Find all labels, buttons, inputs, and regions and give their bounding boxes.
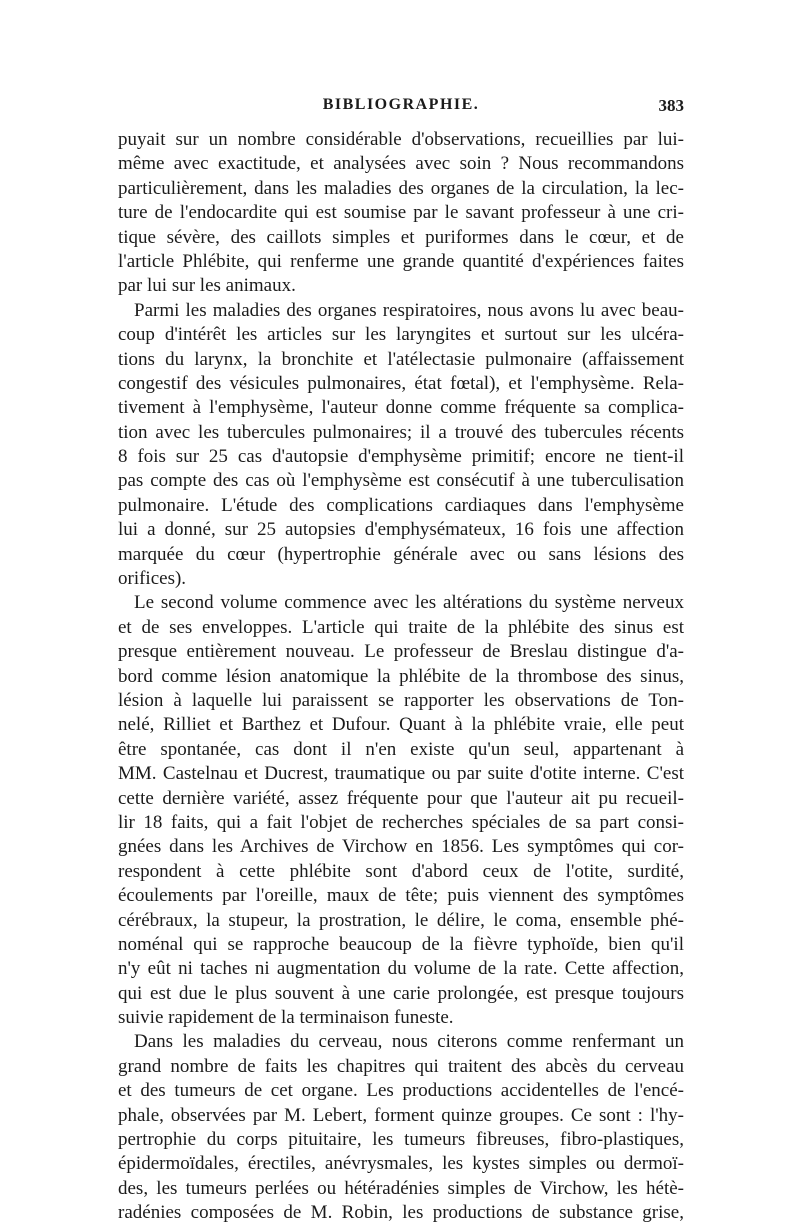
text-line: tivement à l'emphysème, l'auteur donne comme fréquente sa complica- [118,397,684,419]
text-line: cérébraux, la stupeur, la prostration, le délire, le coma, ensemble phé- [118,909,684,931]
text-line: lir 18 faits, qui a fait l'objet de recherches spéciales de sa part consi- [118,811,684,833]
text-line: nelé, Rilliet et Barthez et Dufour. Quant à la phlébite vraie, elle peut [118,714,684,736]
text-line: MM. Castelnau et Ducrest, traumatique ou par suite d'otite interne. C'est [118,763,684,785]
text-line: qui est due le plus souvent à une carie prolongée, est presque toujours [118,982,684,1004]
text-line: pertrophie du corps pituitaire, les tumeurs fibreuses, fibro-plastiques, [118,1129,684,1151]
page-number: 383 [658,96,684,115]
text-line: grand nombre de faits les chapitres qui traitent des abcès du cerveau [118,1055,684,1077]
text-line: radénies composées de M. Robin, les productions de substance grise, [118,1202,684,1224]
text-line: bord comme lésion anatomique la phlébite de la thrombose des sinus, [118,665,684,687]
text-line: Dans les maladies du cerveau, nous citerons comme renfermant un [134,1031,684,1053]
text-line: marquée du cœur (hypertrophie générale avec ou sans lésions des [118,543,684,565]
text-line: n'y eût ni taches ni augmentation du volume de la rate. Cette affection, [118,958,684,980]
text-line: respondent à cette phlébite sont d'abord ceux de l'otite, surdité, [118,860,684,882]
paragraph [118,299,684,592]
text-line: suivie rapidement de la terminaison funeste. [118,1007,454,1029]
text-line: puyait sur un nombre considérable d'observations, recueillies par lui- [118,129,684,150]
text-line: être spontanée, cas dont il n'en existe qu'un seul, appartenant à [118,738,684,760]
text-line: Le second volume commence avec les altérations du système nerveux [134,592,684,614]
paragraph [118,591,684,1030]
paragraph [118,1030,684,1225]
text-line: congestif des vésicules pulmonaires, état fœtal), et l'emphysème. Rela- [118,372,684,394]
text-line: pas compte des cas où l'emphysème est consécutif à une tuberculisation [118,470,684,492]
text-line: et de ses enveloppes. L'article qui traite de la phlébite des sinus est [118,616,684,638]
text-line: cette dernière variété, assez fréquente pour que l'auteur ait pu recueil- [118,787,684,809]
text-line: tique sévère, des caillots simples et puriformes dans le cœur, et de [118,226,684,248]
paragraph [118,128,684,299]
text-line: même avec exactitude, et analysées avec soin ? Nous recommandons [118,153,684,175]
text-line: épidermoïdales, érectiles, anévrysmales, les kystes simples ou dermoï- [118,1153,684,1175]
text-line: des, les tumeurs perlées ou hétéradénies simples de Virchow, les hétè- [118,1177,684,1199]
text-line: pulmonaire. L'étude des complications cardiaques dans l'emphysème [118,494,684,516]
text-line: 8 fois sur 25 cas d'autopsie d'emphysème primitif; encore ne tient-il [118,446,684,468]
text-line: tions du larynx, la bronchite et l'atélectasie pulmonaire (affaissement [118,348,684,370]
body-text [118,128,684,1226]
text-line: ture de l'endocardite qui est soumise par le savant professeur à une cri- [118,202,684,224]
text-line: coup d'intérêt les articles sur les laryngites et surtout sur les ulcéra- [118,324,684,346]
text-line: presque entièrement nouveau. Le professeur de Breslau distingue d'a- [118,641,684,663]
text-line: lui a donné, sur 25 autopsies d'emphysémateux, 16 fois une affection [118,519,684,541]
text-line: Parmi les maladies des organes respiratoires, nous avons lu avec beau- [134,299,684,321]
text-line: orifices). [118,568,187,590]
text-line: lésion à laquelle lui paraissent se rapporter les observations de Ton- [118,689,684,711]
text-line: l'article Phlébite, qui renferme une grande quantité d'expériences faites [118,250,684,272]
page-header [118,92,684,120]
text-line: tion avec les tubercules pulmonaires; il a trouvé des tubercules récents [118,421,684,443]
text-line: et des tumeurs de cet organe. Les productions accidentelles de l'encé- [118,1080,684,1102]
text-line: noménal qui se rapproche beaucoup de la fièvre typhoïde, bien qu'il [118,933,684,955]
text-line: gnées dans les Archives de Virchow en 1856. Les symptômes qui cor- [118,836,684,858]
text-line: particulièrement, dans les maladies des organes de la circulation, la lec- [118,177,684,199]
running-title: BIBLIOGRAPHIE. [322,96,480,113]
text-line: par lui sur les animaux. [118,275,296,297]
text-line: écoulements par l'oreille, maux de tête; puis viennent des symptômes [118,885,684,907]
text-line: phale, observées par M. Lebert, forment quinze groupes. Ce sont : l'hy- [118,1104,684,1126]
